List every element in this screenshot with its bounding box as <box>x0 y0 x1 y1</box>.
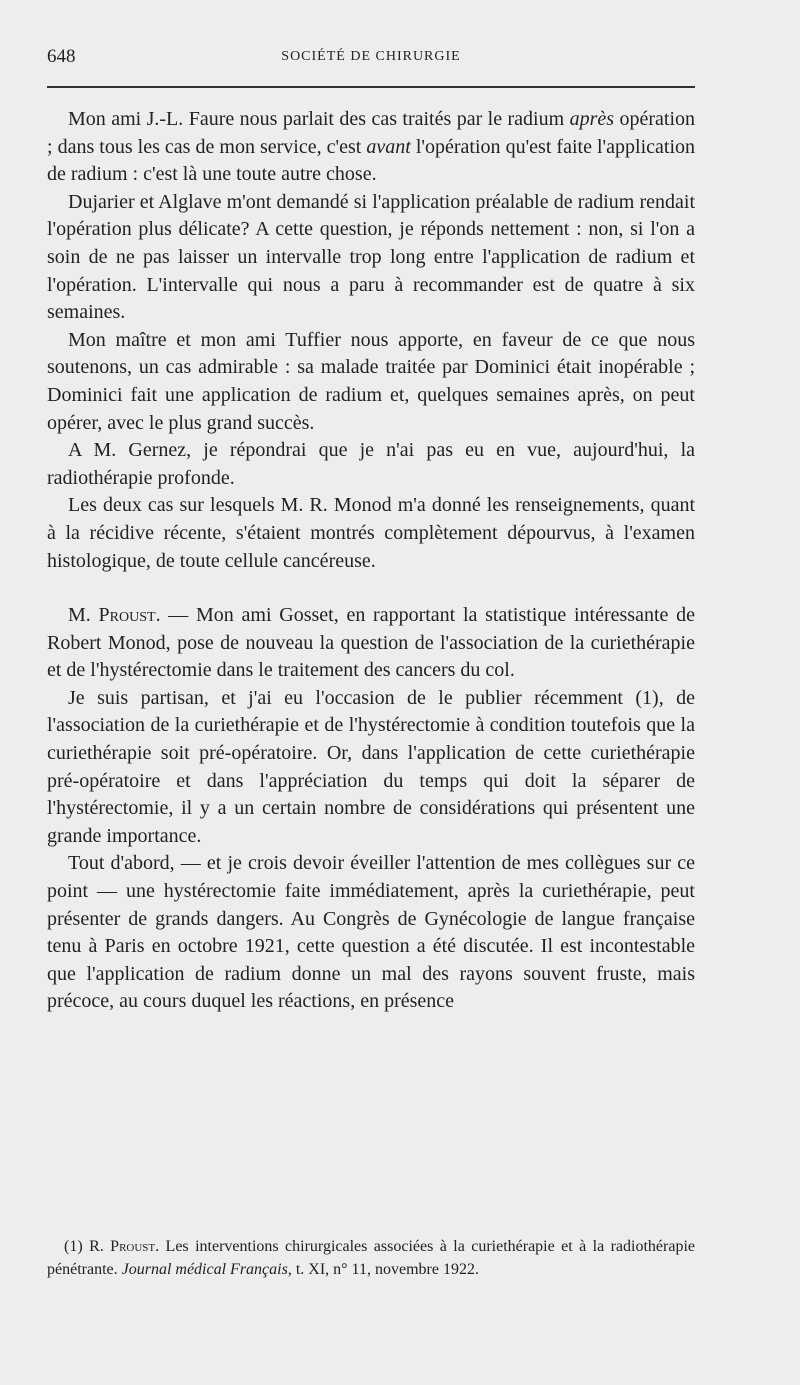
smallcaps-text: Proust <box>98 604 156 627</box>
italic-text: Journal médical Français <box>121 1260 288 1278</box>
footnotes <box>47 1236 695 1281</box>
text-run: (1) R. <box>64 1238 111 1255</box>
text-run: M. <box>68 604 99 627</box>
text-run: Mon ami J.-L. Faure nous parlait des cas traités par le radium <box>68 108 570 130</box>
text-run: Les deux cas sur lesquels M. R. Monod m'a donné les renseignements, quant à la récidive récente, s'étaient montrés complètement dépourvus, à l'examen histologique, de toute cellule cancéreuse. <box>47 494 695 572</box>
footnote <box>47 1236 695 1281</box>
page-number: 648 <box>47 46 76 67</box>
text-run: Dujarier et Alglave m'ont demandé si l'application préalable de radium rendait l'opération plus délicate? A cette question, je réponds nettement : non, si l'on a soin de ne pas laisser un intervalle trop long entre l'application de radium et l'opération. L'intervalle qui nous a paru à recommander est de quatre à six semaines. <box>47 190 695 324</box>
paragraph <box>47 850 695 1016</box>
text-run: A M. Gernez, je répondrai que je n'ai pas eu en vue, aujourd'hui, la radiothérapie profonde. <box>47 439 695 489</box>
text-run: , t. XI, n° 11, novembre 1922. <box>287 1260 479 1278</box>
paragraph <box>47 327 695 437</box>
paragraph <box>47 437 695 492</box>
text-run: Mon maître et mon ami Tuffier nous apporte, en faveur de ce que nous soutenons, un cas admirable : sa malade traitée par Dominici était inopérable ; Dominici fait une application de radium et, quelques semaines après, on peut opérer, avec le plus grand succès. <box>47 328 695 434</box>
italic-text: avant <box>366 135 411 158</box>
text-run: Tout d'abord, — et je crois devoir éveiller l'attention de mes collègues sur ce point — une hystérectomie faite immédiatement, après la curiethérapie, peut présenter de grands dangers. Au Congrès de Gynécologie de langue française tenu à Paris en octobre 1921, cette question a été discutée. Il est incontestable que l'application de radium donne un mal des rayons souvent fruste, mais précoce, au cours duquel les réactions, en présence <box>47 852 695 1013</box>
text-run: Je suis partisan, et j'ai eu l'occasion de le publier récemment (1), de l'association de la curiethérapie et de l'hystérectomie à condition toutefois que la curiethérapie soit pré-opératoire. Or, dans l'application de cette curiethérapie pré-opératoire et dans l'appréciation du temps qui doit la séparer de l'hystérectomie, il y a un certain nombre de considérations qui présentent une grande importance. <box>47 686 695 847</box>
text-run: . Les interventions chirurgicales associées à la curiethérapie et à la radiothérapie pénétrante. <box>47 1238 696 1278</box>
body-text <box>47 106 695 1016</box>
smallcaps-text: Proust <box>110 1238 156 1255</box>
text-run: opération ; dans tous les cas de mon service, c'est <box>47 108 695 158</box>
italic-text: après <box>569 108 615 130</box>
paragraph <box>47 106 695 189</box>
running-head: SOCIÉTÉ DE CHIRURGIE <box>281 49 461 64</box>
page-header <box>47 46 695 72</box>
text-run: . — Mon ami Gosset, en rapportant la statistique intéressante de Robert Monod, pose de nouveau la question de l'association de la curiethérapie et de l'hystérectomie dans le traitement des cancers du col. <box>47 604 695 682</box>
paragraph <box>47 189 695 327</box>
paragraph <box>47 685 695 851</box>
text-run: l'opération qu'est faite l'application de radium : c'est là une toute autre chose. <box>47 135 695 186</box>
header-rule <box>47 86 695 88</box>
paragraph <box>47 602 695 685</box>
paragraph <box>47 492 695 575</box>
